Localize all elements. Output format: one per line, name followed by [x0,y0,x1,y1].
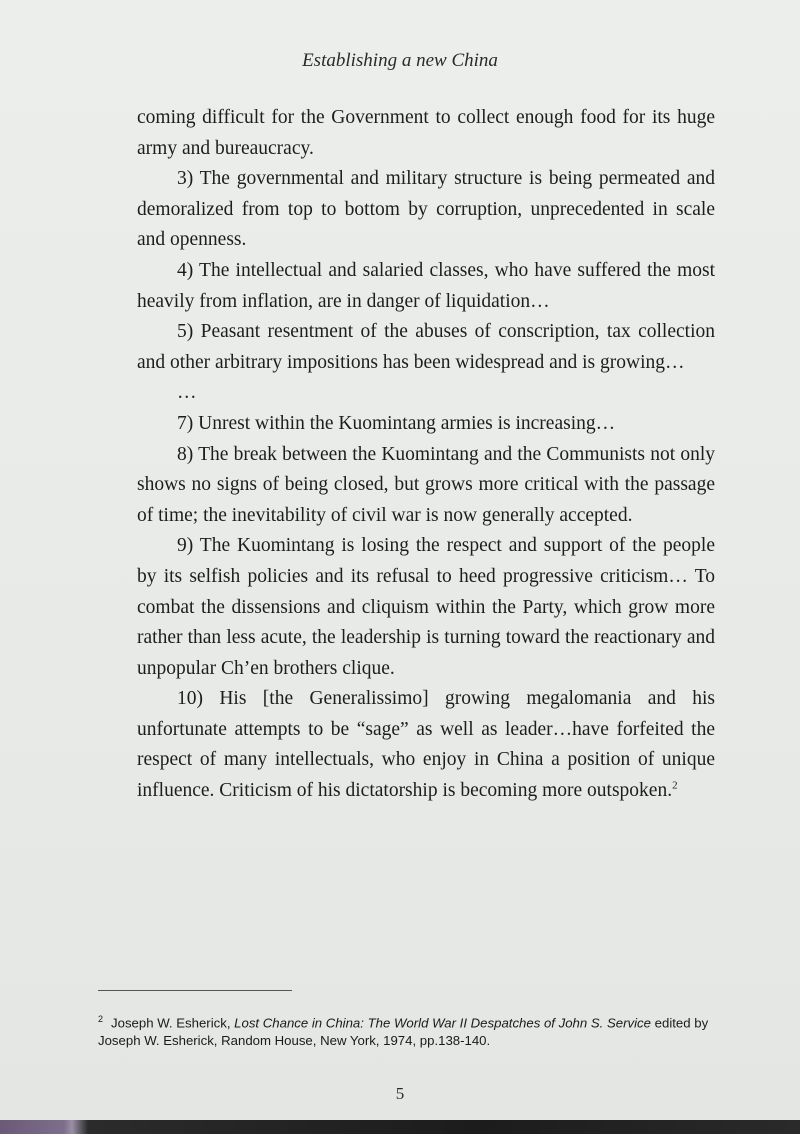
footnote-author: Joseph W. Esherick, [111,1015,235,1031]
footnote-reference[interactable]: 2 [672,779,678,792]
footnote [98,1010,728,1050]
paragraph: 3) The governmental and military structure is being permeated and demoralized from top to bottom by corruption, unprecedented in scale and openness. [137,168,715,251]
paragraph-last [137,684,715,806]
omission-ellipsis: … [177,382,197,404]
footnote-divider [98,990,292,991]
paragraph-text: 10) His [the Generalissimo] growing megalomania and his unfortunate attempts to be “sage” as well as leader…have forfeited the respect of many intellectuals, who enjoy in China a position of unique influence. Criticism of his dictatorship is becoming more outspoken. [137,688,715,802]
footnote-mark: 2 [98,1014,104,1024]
body-text [137,103,715,807]
running-header: Establishing a new China [302,50,498,71]
footnote-publication: edited by Joseph W. Esherick, Random House, New York, 1974, pp.138-140. [98,1015,709,1049]
scan-edge-strip [0,1120,800,1134]
paragraph: 8) The break between the Kuomintang and the Communists not only shows no signs of being closed, but grows more critical with the passage of time; the inevitability of civil war is now generally accepted. [137,443,715,526]
footnote-book-title: Lost Chance in China: The World War II Despatches of John S. Service [234,1015,651,1031]
paragraph: 5) Peasant resentment of the abuses of conscription, tax collection and other arbitrary impositions has been widespread and is growing… [137,321,715,373]
paragraph: coming difficult for the Government to collect enough food for its huge army and bureaucracy. [137,107,715,159]
paragraph: 4) The intellectual and salaried classes, who have suffered the most heavily from inflation, are in danger of liquidation… [137,259,715,312]
paragraph: 9) The Kuomintang is losing the respect and support of the people by its selfish policies and its refusal to heed progressive criticism… To combat the dissensions and cliquism within the Party, which grow more rather than less acute, the leadership is turning toward the reactionary and unpopular Ch’en brothers clique. [137,535,715,679]
paragraph: 7) Unrest within the Kuomintang armies is increasing… [177,412,616,434]
page-number: 5 [395,1084,405,1103]
